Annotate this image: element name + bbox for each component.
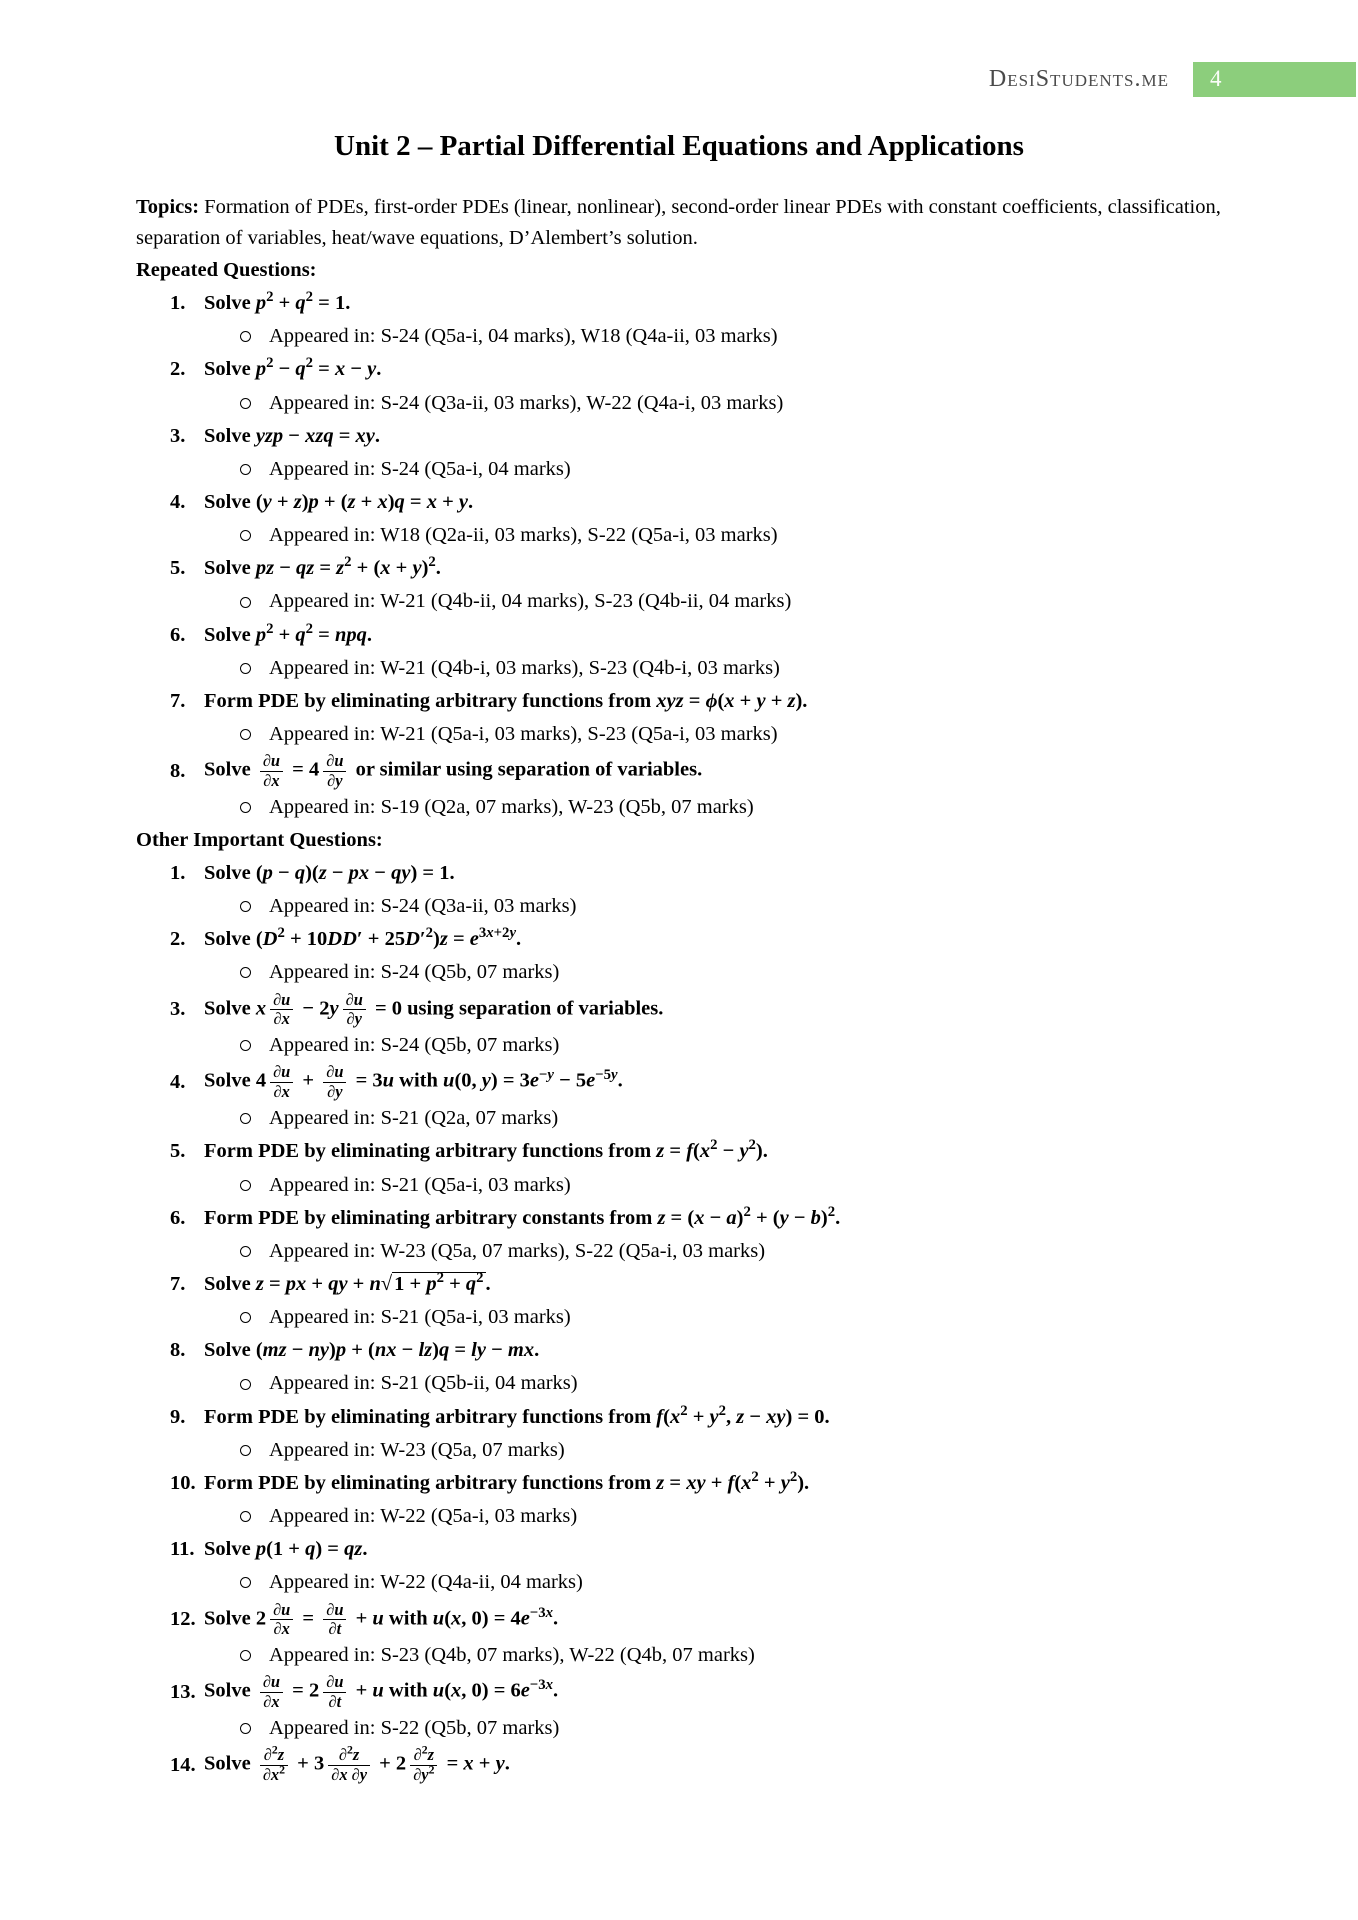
question-text: Solve p(1 + q) = qz. xyxy=(204,1538,368,1561)
appeared-row xyxy=(136,1103,1228,1134)
question-item xyxy=(136,1136,1228,1200)
question-text: Form PDE by eliminating arbitrary functions from z = xy + $f(x^2 + y^2)$. xyxy=(204,1469,810,1494)
question-text: Solve (p − q)(z − px − qy) = 1. xyxy=(204,861,455,884)
appeared-text: Appeared in: W-21 (Q4b-ii, 04 marks), S-23 (Q4b-ii, 04 marks) xyxy=(269,590,792,613)
question-list xyxy=(136,288,1228,823)
page-title: Unit 2 – Partial Differential Equations and Applications xyxy=(334,130,1024,162)
appeared-row xyxy=(136,957,1228,988)
appeared-text: Appeared in: W-22 (Q5a-i, 03 marks) xyxy=(269,1505,578,1528)
appeared-text: Appeared in: S-21 (Q2a, 07 marks) xyxy=(269,1107,559,1130)
page-number: 4 xyxy=(1210,66,1222,91)
appeared-text: Appeared in: W-21 (Q5a-i, 03 marks), S-23 (Q5a-i, 03 marks) xyxy=(269,723,778,746)
appeared-row xyxy=(136,1236,1228,1267)
question-number: 8. xyxy=(170,1339,186,1362)
question-text: Solve $p^2 + q^2$ = npq. xyxy=(204,620,372,646)
circle-bullet-icon xyxy=(240,1180,251,1191)
question-number: 5. xyxy=(170,1140,186,1163)
question-text: Solve $(D^2 + 10DD' + 25D'^2)z = e^{3x+2y}$. xyxy=(204,925,522,951)
question-text: Solve z = px + qy + $n√1 + p^2 + q^2$. xyxy=(204,1270,491,1295)
question-text: Form PDE by eliminating arbitrary functions from xyz = ϕ(x + y + z). xyxy=(204,689,808,712)
question-text: Solve (y + z)p + (z + x)q = x + y. xyxy=(204,491,474,513)
appeared-text: Appeared in: W-23 (Q5a, 07 marks), S-22 (Q5a-i, 03 marks) xyxy=(269,1239,766,1262)
question-item xyxy=(136,1468,1228,1532)
question-number: 13. xyxy=(170,1680,196,1703)
question-text: Solve $\frac{\partial^2z}{\partial x^2}$ + 3 $\frac{\partial^2z}{\partial x \partial y}$ + 2 $\frac{\partial^2z}{\partial y^2}$ = x + y. xyxy=(204,1742,510,1784)
topics-text: Formation of PDEs, first-order PDEs (linear, nonlinear), second-order linear PDEs with constant coefficients, classification, separation of variables, heat/wave equations, D’Alembert’s solution. xyxy=(136,196,1221,250)
section-heading: Other Important Questions: xyxy=(136,829,383,852)
question-number: 10. xyxy=(170,1471,196,1494)
circle-bullet-icon xyxy=(240,597,251,608)
appeared-row xyxy=(136,1567,1228,1598)
circle-bullet-icon xyxy=(240,530,251,541)
appeared-row xyxy=(136,1713,1228,1744)
appeared-row xyxy=(136,321,1228,352)
question-number: 14. xyxy=(170,1753,196,1776)
page-body xyxy=(136,192,1228,1786)
question-item xyxy=(136,686,1228,750)
question-item xyxy=(136,1063,1228,1134)
appeared-row xyxy=(136,653,1228,684)
question-section xyxy=(136,825,1228,1784)
question-number: 9. xyxy=(170,1405,186,1428)
question-item xyxy=(136,421,1228,485)
appeared-text: Appeared in: S-24 (Q3a-ii, 03 marks), W-22 (Q4a-i, 03 marks) xyxy=(269,391,784,414)
appeared-text: Appeared in: S-19 (Q2a, 07 marks), W-23 (Q5b, 07 marks) xyxy=(269,796,754,818)
appeared-text: Appeared in: W18 (Q2a-ii, 03 marks), S-22 (Q5a-i, 03 marks) xyxy=(269,524,778,547)
appeared-text: Appeared in: S-21 (Q5b-ii, 04 marks) xyxy=(269,1372,578,1395)
question-item xyxy=(136,1203,1228,1267)
question-number: 3. xyxy=(170,424,186,447)
question-number: 4. xyxy=(170,491,186,513)
question-number: 2. xyxy=(170,928,186,951)
question-item xyxy=(136,1534,1228,1598)
circle-bullet-icon xyxy=(240,1246,251,1257)
circle-bullet-icon xyxy=(240,331,251,342)
appeared-text: Appeared in: S-21 (Q5a-i, 03 marks) xyxy=(269,1173,571,1196)
topics-paragraph xyxy=(136,192,1228,254)
appeared-text: Appeared in: S-24 (Q5b, 07 marks) xyxy=(269,961,560,984)
appeared-row xyxy=(136,1302,1228,1333)
circle-bullet-icon xyxy=(240,1577,251,1588)
site-name: DesiStudents.me xyxy=(988,65,1169,92)
question-text: Solve 4 $\frac{\partial u}{\partial x}$ + $\frac{\partial u}{\partial y}$ = 3u with u(0, $y) = 3e^{-y} - 5e^{-5y}$. xyxy=(204,1062,623,1101)
appeared-text: Appeared in: S-24 (Q3a-ii, 03 marks) xyxy=(269,895,577,918)
circle-bullet-icon xyxy=(240,802,251,813)
appeared-text: Appeared in: S-21 (Q5a-i, 03 marks) xyxy=(269,1306,571,1329)
appeared-row xyxy=(136,454,1228,485)
section-heading: Repeated Questions: xyxy=(136,259,317,282)
question-text: Solve $\frac{\partial u}{\partial x}$ = 2 $\frac{\partial u}{\partial t}$ + u with u(x, $0) = 6e^{-3x}$. xyxy=(204,1672,559,1711)
appeared-row xyxy=(136,719,1228,750)
question-item xyxy=(136,553,1228,617)
question-text: Solve $p^2 - q^2 = x - y$. xyxy=(204,355,382,381)
appeared-row xyxy=(136,1368,1228,1399)
question-number: 2. xyxy=(170,358,186,381)
circle-bullet-icon xyxy=(240,1379,251,1390)
question-item xyxy=(136,991,1228,1062)
question-number: 5. xyxy=(170,557,186,580)
question-item xyxy=(136,1269,1228,1333)
appeared-row xyxy=(136,388,1228,419)
circle-bullet-icon xyxy=(240,663,251,674)
question-item xyxy=(136,487,1228,551)
appeared-row xyxy=(136,1435,1228,1466)
question-number: 6. xyxy=(170,1206,186,1229)
circle-bullet-icon xyxy=(240,1650,251,1661)
appeared-row xyxy=(136,520,1228,551)
appeared-row xyxy=(136,586,1228,617)
circle-bullet-icon xyxy=(240,729,251,740)
question-item xyxy=(136,1601,1228,1672)
question-text: Solve (mz − ny)p + (nx − lz)q = ly − mx. xyxy=(204,1339,540,1362)
question-item xyxy=(136,1742,1228,1784)
question-item xyxy=(136,924,1228,988)
question-item xyxy=(136,1402,1228,1466)
question-text: Solve 2 $\frac{\partial u}{\partial x}$ = $\frac{\partial u}{\partial t}$ + u with u(x, $0) = 4e^{-3x}$. xyxy=(204,1599,559,1638)
question-number: 1. xyxy=(170,861,186,884)
sections xyxy=(136,255,1228,1784)
appeared-text: Appeared in: S-24 (Q5a-i, 04 marks), W18 (Q4a-ii, 03 marks) xyxy=(269,325,778,348)
question-item xyxy=(136,1335,1228,1399)
circle-bullet-icon xyxy=(240,1312,251,1323)
appeared-text: Appeared in: W-21 (Q4b-i, 03 marks), S-23 (Q4b-i, 03 marks) xyxy=(269,656,780,679)
circle-bullet-icon xyxy=(240,1511,251,1522)
question-text: Solve pz − qz = $z^2 + (x + y)^2$. xyxy=(204,554,441,580)
topics-label: Topics: xyxy=(136,196,200,218)
question-text: Solve $p^2 + q^2 = 1$. xyxy=(204,289,351,315)
question-item xyxy=(136,752,1228,823)
question-number: 7. xyxy=(170,1272,186,1295)
question-number: 1. xyxy=(170,292,186,315)
question-item xyxy=(136,288,1228,352)
question-text: Solve yzp − xzq = xy. xyxy=(204,424,380,447)
appeared-text: Appeared in: W-23 (Q5a, 07 marks) xyxy=(269,1438,565,1461)
appeared-row xyxy=(136,1170,1228,1201)
question-item xyxy=(136,354,1228,418)
question-item xyxy=(136,858,1228,922)
question-text: Solve $\frac{\partial u}{\partial x}$ = 4 $\frac{\partial u}{\partial y}$ or similar using separation of variables. xyxy=(204,751,703,790)
appeared-text: Appeared in: S-22 (Q5b, 07 marks) xyxy=(269,1717,560,1740)
appeared-text: Appeared in: S-24 (Q5a-i, 04 marks) xyxy=(269,457,571,480)
question-number: 6. xyxy=(170,623,186,646)
circle-bullet-icon xyxy=(240,398,251,409)
page-number-badge xyxy=(1193,62,1356,97)
circle-bullet-icon xyxy=(240,1113,251,1124)
question-number: 3. xyxy=(170,997,186,1020)
circle-bullet-icon xyxy=(240,901,251,912)
appeared-row xyxy=(136,1030,1228,1061)
question-item xyxy=(136,1673,1228,1744)
circle-bullet-icon xyxy=(240,967,251,978)
question-text: Form PDE by eliminating arbitrary functions from $f(x^2 + y^2$, z − xy) = 0. xyxy=(204,1402,830,1428)
question-number: 8. xyxy=(170,759,186,782)
appeared-row xyxy=(136,1640,1228,1671)
question-text: Form PDE by eliminating arbitrary constants from $z = (x - a)^2 + (y - b)^2$. xyxy=(204,1203,841,1229)
question-text: Form PDE by eliminating arbitrary functions from $z = f(x^2 - y^2)$. xyxy=(204,1137,768,1163)
circle-bullet-icon xyxy=(240,464,251,475)
circle-bullet-icon xyxy=(240,1040,251,1051)
question-number: 11. xyxy=(170,1538,195,1561)
circle-bullet-icon xyxy=(240,1723,251,1734)
question-text: Solve x $\frac{\partial u}{\partial x}$ − 2y $\frac{\partial u}{\partial y}$ = 0 using separation of variables. xyxy=(204,989,664,1028)
appeared-row xyxy=(136,792,1228,823)
question-number: 12. xyxy=(170,1607,196,1630)
question-number: 4. xyxy=(170,1070,186,1093)
circle-bullet-icon xyxy=(240,1445,251,1456)
question-list xyxy=(136,858,1228,1784)
question-section xyxy=(136,255,1228,823)
appeared-row xyxy=(136,1501,1228,1532)
appeared-text: Appeared in: W-22 (Q4a-ii, 04 marks) xyxy=(269,1571,583,1594)
question-item xyxy=(136,620,1228,684)
appeared-row xyxy=(136,891,1228,922)
header-bar xyxy=(0,58,1358,100)
appeared-text: Appeared in: S-24 (Q5b, 07 marks) xyxy=(269,1034,560,1057)
appeared-text: Appeared in: S-23 (Q4b, 07 marks), W-22 (Q4b, 07 marks) xyxy=(269,1644,755,1667)
question-number: 7. xyxy=(170,689,186,712)
